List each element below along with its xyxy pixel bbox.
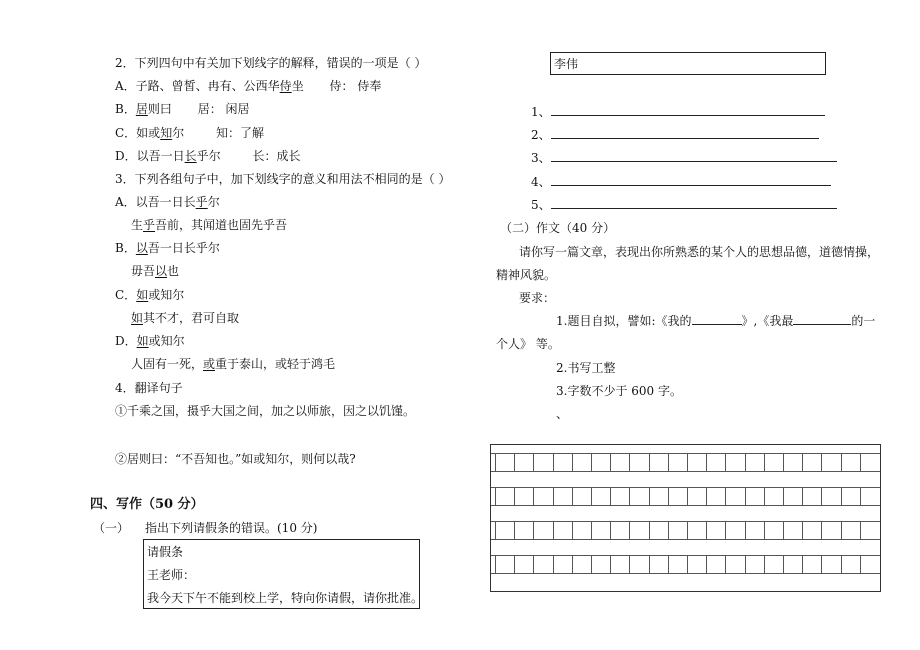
q2-option-c — [115, 125, 264, 141]
grid-row — [491, 521, 880, 540]
grid-cell[interactable] — [706, 556, 725, 573]
underlined-char: 居 — [135, 102, 148, 116]
q2-option-b — [115, 101, 250, 117]
title-blank-2[interactable] — [793, 313, 851, 325]
underlined-char: 以 — [135, 241, 148, 255]
answer-line-1[interactable] — [531, 104, 825, 120]
answer-number: 1、 — [531, 105, 551, 119]
answer-number: 2、 — [531, 128, 551, 142]
signature-box — [550, 52, 826, 75]
underlined-char: 如 — [131, 311, 144, 325]
grid-cell[interactable] — [495, 454, 514, 471]
requirement-2: 2.书写工整 — [556, 361, 616, 375]
requirement-text: 的一 — [851, 314, 876, 328]
grid-cell[interactable] — [533, 522, 552, 539]
grid-cell[interactable] — [764, 522, 783, 539]
part-2-heading: （二）作文（40 分） — [500, 221, 616, 235]
option-text: D． — [115, 334, 137, 348]
grid-cell[interactable] — [553, 522, 572, 539]
option-text: 则曰 — [147, 102, 172, 116]
q3-option-a-line2 — [131, 217, 287, 233]
signature-name: 李伟 — [554, 57, 579, 71]
option-text: 或知尔 — [148, 288, 185, 302]
grid-cell[interactable] — [668, 556, 687, 573]
grid-cell[interactable] — [649, 454, 668, 471]
underlined-char: 乎 — [143, 218, 156, 232]
grid-cell[interactable] — [649, 556, 668, 573]
grid-cell[interactable] — [610, 522, 629, 539]
option-text: A．以吾一日长 — [115, 195, 196, 209]
grid-cell[interactable] — [668, 522, 687, 539]
option-text: 人固有一死， — [131, 357, 204, 371]
grid-cell[interactable] — [495, 488, 514, 505]
grid-cell[interactable] — [802, 454, 821, 471]
grid-cell[interactable] — [725, 522, 744, 539]
grid-cell[interactable] — [629, 556, 648, 573]
grid-cell[interactable] — [591, 522, 610, 539]
gloss: 侍： 侍奉 — [329, 79, 382, 93]
answer-number: 4、 — [531, 175, 551, 189]
option-text: 吾前，其闻道也固先乎吾 — [155, 218, 288, 232]
grid-cell[interactable] — [629, 488, 648, 505]
option-text: 重于泰山，或轻于鸿毛 — [215, 357, 336, 371]
grid-cell[interactable] — [553, 556, 572, 573]
grid-cell[interactable] — [783, 488, 802, 505]
option-text: B． — [115, 102, 136, 116]
grid-cell[interactable] — [821, 488, 840, 505]
underlined-char: 乎 — [195, 195, 208, 209]
grid-cell[interactable] — [860, 488, 879, 505]
underlined-char: 或 — [203, 357, 216, 371]
grid-cell[interactable] — [745, 556, 764, 573]
grid-cell[interactable] — [533, 454, 552, 471]
grid-cell[interactable] — [802, 556, 821, 573]
underlined-char: 如 — [136, 288, 149, 302]
grid-cell[interactable] — [610, 556, 629, 573]
essay-prompt-line-2: 精神风貌。 — [496, 268, 557, 282]
q2-stem: 2．下列四句中有关加下划线字的解释，错误的一项是（ ） — [115, 56, 427, 70]
underlined-char: 如 — [136, 334, 149, 348]
part-1-instruction: 指出下列请假条的错误。(10 分) — [145, 521, 318, 535]
grid-cell[interactable] — [764, 488, 783, 505]
option-text: 坐 — [291, 79, 304, 93]
grid-cell[interactable] — [572, 522, 591, 539]
section-4-heading: 四、写作（50 分） — [90, 497, 204, 512]
grid-cell[interactable] — [783, 522, 802, 539]
answer-blank — [551, 127, 819, 139]
grid-cell[interactable] — [687, 488, 706, 505]
option-text: D．以吾一日 — [115, 149, 185, 163]
option-text: 生 — [131, 218, 144, 232]
option-text: 毋吾 — [131, 264, 156, 278]
option-text: C．如或 — [115, 126, 161, 140]
essay-prompt-line-1: 请你写一篇文章，表现出你所熟悉的某个人的思想品德，道德情操， — [519, 245, 880, 259]
option-text: 其不才，君可自取 — [143, 311, 240, 325]
grid-cell[interactable] — [687, 454, 706, 471]
grid-cell[interactable] — [706, 488, 725, 505]
underlined-char: 以 — [155, 264, 168, 278]
q3-option-c-line2 — [131, 310, 239, 326]
grid-cell[interactable] — [725, 556, 744, 573]
grid-cell[interactable] — [610, 488, 629, 505]
grid-row — [491, 453, 880, 472]
grid-cell[interactable] — [629, 522, 648, 539]
grid-cell[interactable] — [802, 488, 821, 505]
underlined-char: 知 — [160, 126, 173, 140]
grid-cell[interactable] — [706, 454, 725, 471]
answer-line-4[interactable] — [531, 174, 831, 190]
option-text: A．子路、曾皙、冉有、公西华 — [115, 79, 280, 93]
gloss: 知：了解 — [216, 126, 265, 140]
answer-line-5[interactable] — [531, 197, 837, 213]
grid-cell[interactable] — [533, 488, 552, 505]
grid-cell[interactable] — [668, 488, 687, 505]
grid-cell[interactable] — [668, 454, 687, 471]
q3-option-c-line1 — [115, 287, 184, 303]
gloss: 长：成长 — [252, 149, 301, 163]
leave-note-body: 我今天下午不能到校上学，特向你请假，请你批准。 — [147, 591, 424, 605]
q3-option-a-line1 — [115, 194, 220, 210]
q3-option-d-line1 — [115, 333, 185, 349]
grid-cell[interactable] — [591, 488, 610, 505]
stray-mark: 、 — [556, 407, 569, 421]
grid-cell[interactable] — [591, 556, 610, 573]
grid-row — [491, 555, 880, 574]
option-text: B． — [115, 241, 136, 255]
grid-cell[interactable] — [687, 556, 706, 573]
grid-cell[interactable] — [553, 488, 572, 505]
grid-cell[interactable] — [725, 488, 744, 505]
answer-line-3[interactable] — [531, 150, 837, 166]
grid-cell[interactable] — [860, 522, 879, 539]
grid-cell[interactable] — [745, 522, 764, 539]
grid-cell[interactable] — [495, 522, 514, 539]
grid-cell[interactable] — [841, 488, 860, 505]
part-1-number: （一） — [93, 521, 130, 535]
answer-line-2[interactable] — [531, 127, 819, 143]
grid-cell[interactable] — [745, 488, 764, 505]
grid-cell[interactable] — [591, 454, 610, 471]
grid-cell[interactable] — [783, 556, 802, 573]
q3-stem: 3．下列各组句子中，加下划线字的意义和用法不相同的是（ ） — [115, 172, 451, 186]
answer-blank — [551, 174, 831, 186]
requirement-1-cont: 个人》 等。 — [496, 337, 560, 351]
grid-cell[interactable] — [860, 454, 879, 471]
leave-note-box — [143, 539, 424, 609]
grid-cell[interactable] — [764, 454, 783, 471]
grid-cell[interactable] — [514, 522, 533, 539]
grid-cell[interactable] — [745, 454, 764, 471]
grid-cell[interactable] — [860, 556, 879, 573]
grid-cell[interactable] — [495, 556, 514, 573]
requirement-text: 1.题目自拟，譬如:《我的 — [556, 314, 692, 328]
underlined-char: 侍 — [279, 79, 292, 93]
option-text: C． — [115, 288, 137, 302]
grid-cell[interactable] — [821, 522, 840, 539]
grid-cell[interactable] — [841, 556, 860, 573]
grid-cell[interactable] — [706, 522, 725, 539]
requirement-3: 3.字数不少于 600 字。 — [556, 384, 682, 398]
q4-sentence-1: ①千乘之国，摄乎大国之间，加之以师旅，因之以饥馑。 — [115, 404, 416, 418]
grid-cell[interactable] — [802, 522, 821, 539]
requirements-label: 要求： — [519, 291, 556, 305]
composition-grid[interactable] — [490, 444, 881, 592]
grid-cell[interactable] — [572, 454, 591, 471]
answer-number: 3、 — [531, 151, 551, 165]
q4-sentence-2: ②居则曰：“不吾知也。”如或知尔，则何以哉? — [115, 452, 356, 466]
grid-cell[interactable] — [553, 454, 572, 471]
leave-note-title: 请假条 — [147, 545, 184, 559]
requirement-text: 》,《我最 — [741, 314, 794, 328]
grid-row — [491, 487, 880, 506]
q2-option-a — [115, 78, 381, 94]
grid-cell[interactable] — [821, 454, 840, 471]
grid-cell[interactable] — [572, 556, 591, 573]
option-text: 尔 — [207, 195, 220, 209]
grid-cell[interactable] — [514, 488, 533, 505]
q3-option-b-line1 — [115, 240, 220, 256]
grid-cell[interactable] — [841, 454, 860, 471]
q3-option-d-line2 — [131, 356, 335, 372]
grid-cell[interactable] — [533, 556, 552, 573]
grid-cell[interactable] — [725, 454, 744, 471]
grid-cell[interactable] — [687, 522, 706, 539]
title-blank-1[interactable] — [692, 313, 742, 325]
grid-cell[interactable] — [629, 454, 648, 471]
gloss: 居： 闲居 — [197, 102, 250, 116]
grid-cell[interactable] — [764, 556, 783, 573]
underlined-char: 长 — [184, 149, 197, 163]
q4-stem: 4．翻译句子 — [115, 381, 183, 395]
grid-cell[interactable] — [821, 556, 840, 573]
requirement-1 — [556, 313, 875, 329]
grid-cell[interactable] — [514, 556, 533, 573]
option-text: 或知尔 — [148, 334, 185, 348]
option-text: 也 — [167, 264, 180, 278]
leave-note-salutation: 王老师： — [147, 568, 196, 582]
option-text: 吾一日长乎尔 — [147, 241, 220, 255]
grid-cell[interactable] — [649, 522, 668, 539]
q3-option-b-line2 — [131, 263, 179, 279]
option-text: 尔 — [172, 126, 185, 140]
grid-cell[interactable] — [572, 488, 591, 505]
grid-cell[interactable] — [514, 454, 533, 471]
answer-blank — [551, 104, 825, 116]
option-text: 乎尔 — [196, 149, 221, 163]
answer-blank — [551, 150, 837, 162]
grid-cell[interactable] — [783, 454, 802, 471]
q2-option-d — [115, 148, 301, 164]
grid-cell[interactable] — [649, 488, 668, 505]
grid-cell[interactable] — [841, 522, 860, 539]
answer-number: 5、 — [531, 198, 551, 212]
grid-cell[interactable] — [610, 454, 629, 471]
answer-blank — [551, 197, 837, 209]
